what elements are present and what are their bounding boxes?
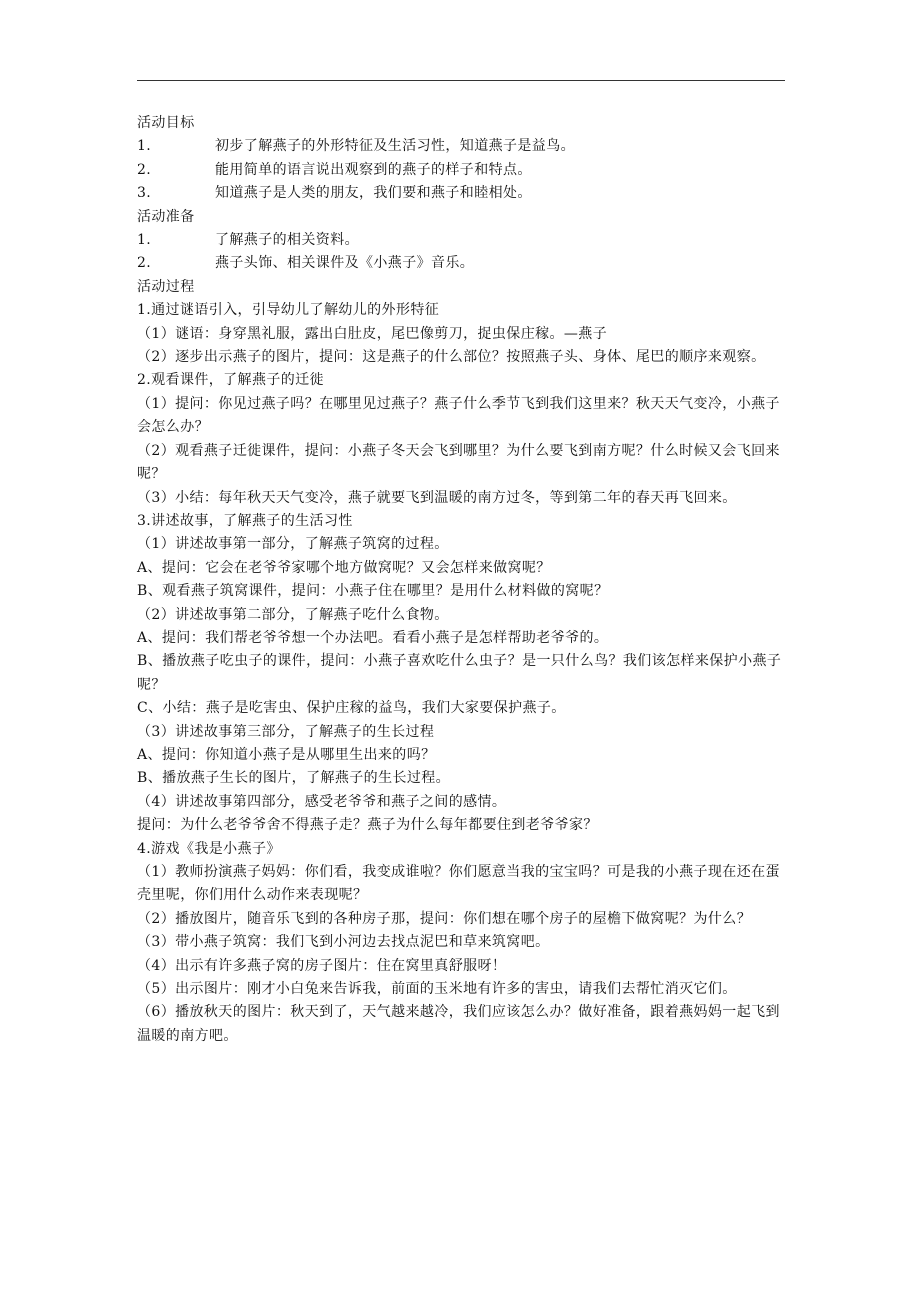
process-line: （2）播放图片，随音乐飞到的各种房子那，提问：你们想在哪个房子的屋檐下做窝呢？为什么？	[137, 910, 752, 927]
prep-item	[137, 229, 787, 252]
process-line: （3）讲述故事第三部分，了解燕子的生长过程	[137, 723, 435, 740]
process-line: （1）提问：你见过燕子吗？在哪里见过燕子？燕子什么季节飞到我们这里来？秋天天气变冷，小燕子会怎么办？	[137, 395, 780, 436]
process-line: A、提问：你知道小燕子是从哪里生出来的吗？	[137, 746, 436, 763]
process-line: （4）出示有许多燕子窝的房子图片：住在窝里真舒服呀！	[137, 957, 507, 974]
process-line: （2）逐步出示燕子的图片，提问：这是燕子的什么部位？按照燕子头、身体、尾巴的顺序来观察。	[137, 349, 766, 366]
process-line: （2）观看燕子迁徙课件，提问：小燕子冬天会飞到哪里？为什么要飞到南方呢？什么时候又会飞回来呢？	[137, 442, 780, 483]
process-line: 4.游戏《我是小燕子》	[137, 840, 281, 857]
process-line: （1）讲述故事第一部分，了解燕子筑窝的过程。	[137, 536, 449, 553]
process-line: 提问：为什么老爷爷舍不得燕子走？燕子为什么每年都要住到老爷爷家？	[137, 817, 598, 834]
process-line: A、提问：它会在老爷爷家哪个地方做窝呢？又会怎样来做窝呢？	[137, 559, 551, 576]
process-line: （1）教师扮演燕子妈妈：你们看，我变成谁啦？你们愿意当我的宝宝吗？可是我的小燕子现在还在蛋壳里呢，你们用什么动作来表现呢？	[137, 864, 780, 904]
prep-text: 燕子头饰、相关课件及《小燕子》音乐。	[215, 255, 475, 272]
process-line: 2.观看课件，了解燕子的迁徙	[137, 372, 324, 389]
goal-text: 知道燕子是人类的朋友，我们要和燕子和睦相处。	[215, 185, 532, 202]
prep-item	[137, 252, 787, 275]
process-line: （2）讲述故事第二部分，了解燕子吃什么食物。	[137, 606, 449, 623]
process-line: B、播放燕子吃虫子的课件，提问：小燕子喜欢吃什么虫子？是一只什么鸟？我们该怎样来保护小燕子呢？	[137, 653, 782, 693]
goal-item	[137, 182, 787, 205]
goal-text: 能用简单的语言说出观察到的燕子的样子和特点。	[215, 161, 532, 178]
process-line: （5）出示图片：刚才小白兔来告诉我，前面的玉米地有许多的害虫，请我们去帮忙消灭它们。	[137, 981, 737, 998]
process-line: B、观看燕子筑窝课件，提问：小燕子住在哪里？是用什么材料做的窝呢？	[137, 583, 609, 600]
prep-heading: 活动准备	[137, 208, 195, 225]
goal-number: 2.	[137, 161, 152, 178]
process-line: （1）谜语：身穿黑礼服，露出白肚皮，尾巴像剪刀，捉虫保庄稼。—燕子	[137, 325, 608, 342]
goal-item	[137, 159, 787, 182]
process-line: （6）播放秋天的图片：秋天到了，天气越来越冷，我们应该怎么办？做好准备，跟着燕妈妈一起飞到温暖的南方吧。	[137, 1004, 780, 1044]
goal-number: 3.	[137, 185, 152, 202]
prep-text: 了解燕子的相关资料。	[215, 232, 359, 249]
process-line: 3.讲述故事，了解燕子的生活习性	[137, 512, 353, 529]
process-line: B、播放燕子生长的图片，了解燕子的生长过程。	[137, 770, 451, 787]
process-line: （4）讲述故事第四部分，感受老爷爷和燕子之间的感情。	[137, 793, 507, 810]
process-line: A、提问：我们帮老爷爷想一个办法吧。看看小燕子是怎样帮助老爷爷的。	[137, 629, 609, 646]
goals-heading: 活动目标	[137, 115, 195, 131]
process-line: （3）小结：每年秋天天气变冷，燕子就要飞到温暖的南方过冬，等到第二年的春天再飞回来。	[137, 489, 737, 506]
process-line: （3）带小燕子筑窝：我们飞到小河边去找点泥巴和草来筑窝吧。	[137, 934, 550, 951]
goal-item	[137, 135, 787, 158]
goal-text: 初步了解燕子的外形特征及生活习性，知道燕子是益鸟。	[215, 138, 575, 155]
process-line: 1.通过谜语引入，引导幼儿了解幼儿的外形特征	[137, 302, 440, 319]
process-line: C、小结：燕子是吃害虫、保护庄稼的益鸟，我们大家要保护燕子。	[137, 700, 566, 717]
document-body	[137, 112, 787, 1048]
process-heading: 活动过程	[137, 278, 195, 295]
header-rule	[137, 80, 785, 81]
prep-number: 2.	[137, 255, 152, 272]
goal-number: 1.	[137, 138, 152, 155]
prep-number: 1.	[137, 232, 152, 249]
